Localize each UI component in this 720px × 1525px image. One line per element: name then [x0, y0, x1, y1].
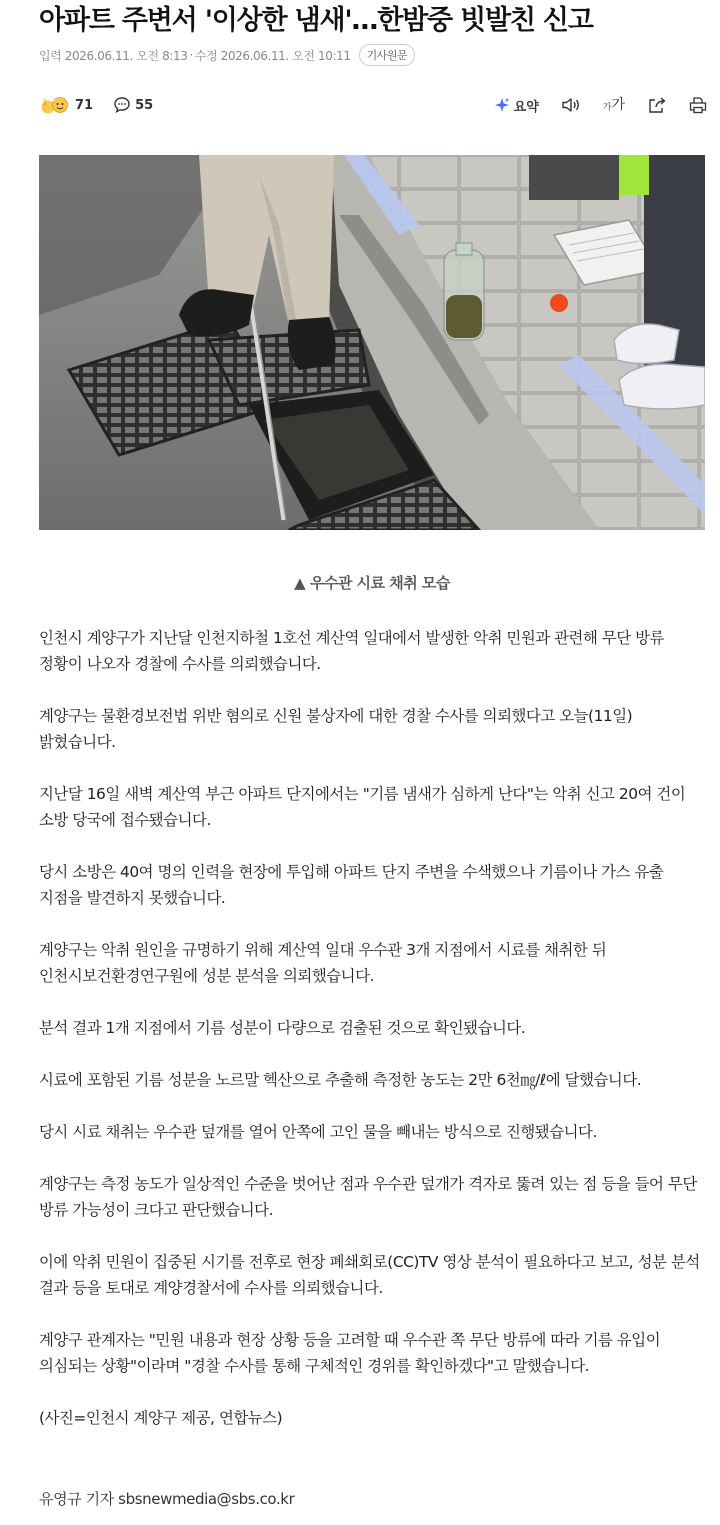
drain-sampling-photo — [39, 155, 705, 530]
font-size-label: 가 — [611, 97, 625, 113]
clap-reaction-icon — [39, 95, 71, 115]
article-title: 아파트 주변서 '이상한 냄새'…한밤중 빗발친 신고 — [39, 5, 593, 36]
summary-label: 요약 — [513, 99, 539, 115]
article-meta — [39, 44, 415, 66]
print-button[interactable] — [689, 96, 707, 114]
body-paragraph: 당시 시료 채취는 우수관 덮개를 열어 안쪽에 고인 물을 빼내는 방식으로 진행됐습니다. — [39, 1123, 597, 1141]
meta-separator: · — [189, 48, 193, 62]
reporter-byline: 유영규 기자 sbsnewmedia@sbs.co.kr — [39, 1490, 295, 1508]
body-paragraph: 시료에 포함된 기름 성분을 노르말 헥산으로 추출해 측정한 농도는 2만 6천㎎/ℓ에 달했습니다. — [39, 1071, 642, 1089]
summary-button[interactable] — [494, 96, 539, 115]
article-body — [39, 625, 707, 1457]
body-paragraph: 계양구는 측정 농도가 일상적인 수준을 벗어난 점과 우수관 덮개가 격자로 뚫려 있는 점 등을 들어 무단 방류 가능성이 크다고 판단했습니다. — [39, 1175, 697, 1219]
share-button[interactable] — [647, 96, 667, 114]
photo-caption: ▲ 우수관 시료 채취 모습 — [294, 574, 450, 592]
comment-button[interactable] — [113, 96, 153, 114]
body-paragraph: 이에 악취 민원이 집중된 시기를 전후로 현장 폐쇄회로(CC)TV 영상 분석이 필요하다고 보고, 성분 분석 결과 등을 토대로 계양경찰서에 수사를 의뢰했습니다. — [39, 1253, 700, 1297]
font-size-button[interactable] — [603, 97, 625, 113]
original-article-button[interactable]: 기사원문 — [359, 44, 416, 66]
listen-button[interactable] — [561, 96, 581, 114]
body-paragraph: 인천시 계양구가 지난달 인천지하철 1호선 계산역 일대에서 발생한 악취 민원과 관련해 무단 방류 정황이 나오자 경찰에 수사를 의뢰했습니다. — [39, 629, 664, 673]
body-paragraph: 분석 결과 1개 지점에서 기름 성분이 다량으로 검출된 것으로 확인됐습니다. — [39, 1019, 526, 1037]
photo-credit: (사진=인천시 계양구 제공, 연합뉴스) — [39, 1409, 283, 1427]
body-paragraph: 당시 소방은 40여 명의 인력을 현장에 투입해 아파트 단지 주변을 수색했으나 기름이나 가스 유출 지점을 발견하지 못했습니다. — [39, 863, 664, 907]
body-paragraph: 계양구 관계자는 "민원 내용과 현장 상황 등을 고려할 때 우수관 쪽 무단 방류에 따라 기름 유입이 의심되는 상황"이라며 "경찰 수사를 통해 구체적인 경위를 확인하겠다"고 말했습니다. — [39, 1331, 661, 1375]
article-toolbar — [39, 92, 707, 118]
font-size-icon: 가 가 — [602, 97, 625, 113]
body-paragraph: 지난달 16일 새벽 계산역 부근 아파트 단지에서는 "기름 냄새가 심하게 난다"는 악취 신고 20여 건이 소방 당국에 접수됐습니다. — [39, 785, 686, 829]
reaction-count: 71 — [75, 97, 94, 113]
updated-time: 수정 2026.06.11. 오전 10:11 — [194, 48, 351, 63]
article-photo — [39, 155, 705, 530]
speaker-icon — [561, 96, 581, 114]
print-icon — [689, 96, 707, 114]
sparkle-icon — [494, 97, 510, 113]
body-paragraph: 계양구는 악취 원인을 규명하기 위해 계산역 일대 우수관 3개 지점에서 시료를 채취한 뒤 인천시보건환경연구원에 성분 분석을 의뢰했습니다. — [39, 941, 607, 985]
published-time: 입력 2026.06.11. 오전 8:13 — [39, 48, 188, 63]
share-icon — [647, 96, 667, 114]
comment-count: 55 — [135, 97, 154, 113]
reaction-button[interactable] — [39, 95, 93, 115]
body-paragraph: 계양구는 물환경보전법 위반 혐의로 신원 불상자에 대한 경찰 수사를 의뢰했다고 오늘(11일) 밝혔습니다. — [39, 707, 633, 751]
comment-icon — [113, 96, 131, 114]
